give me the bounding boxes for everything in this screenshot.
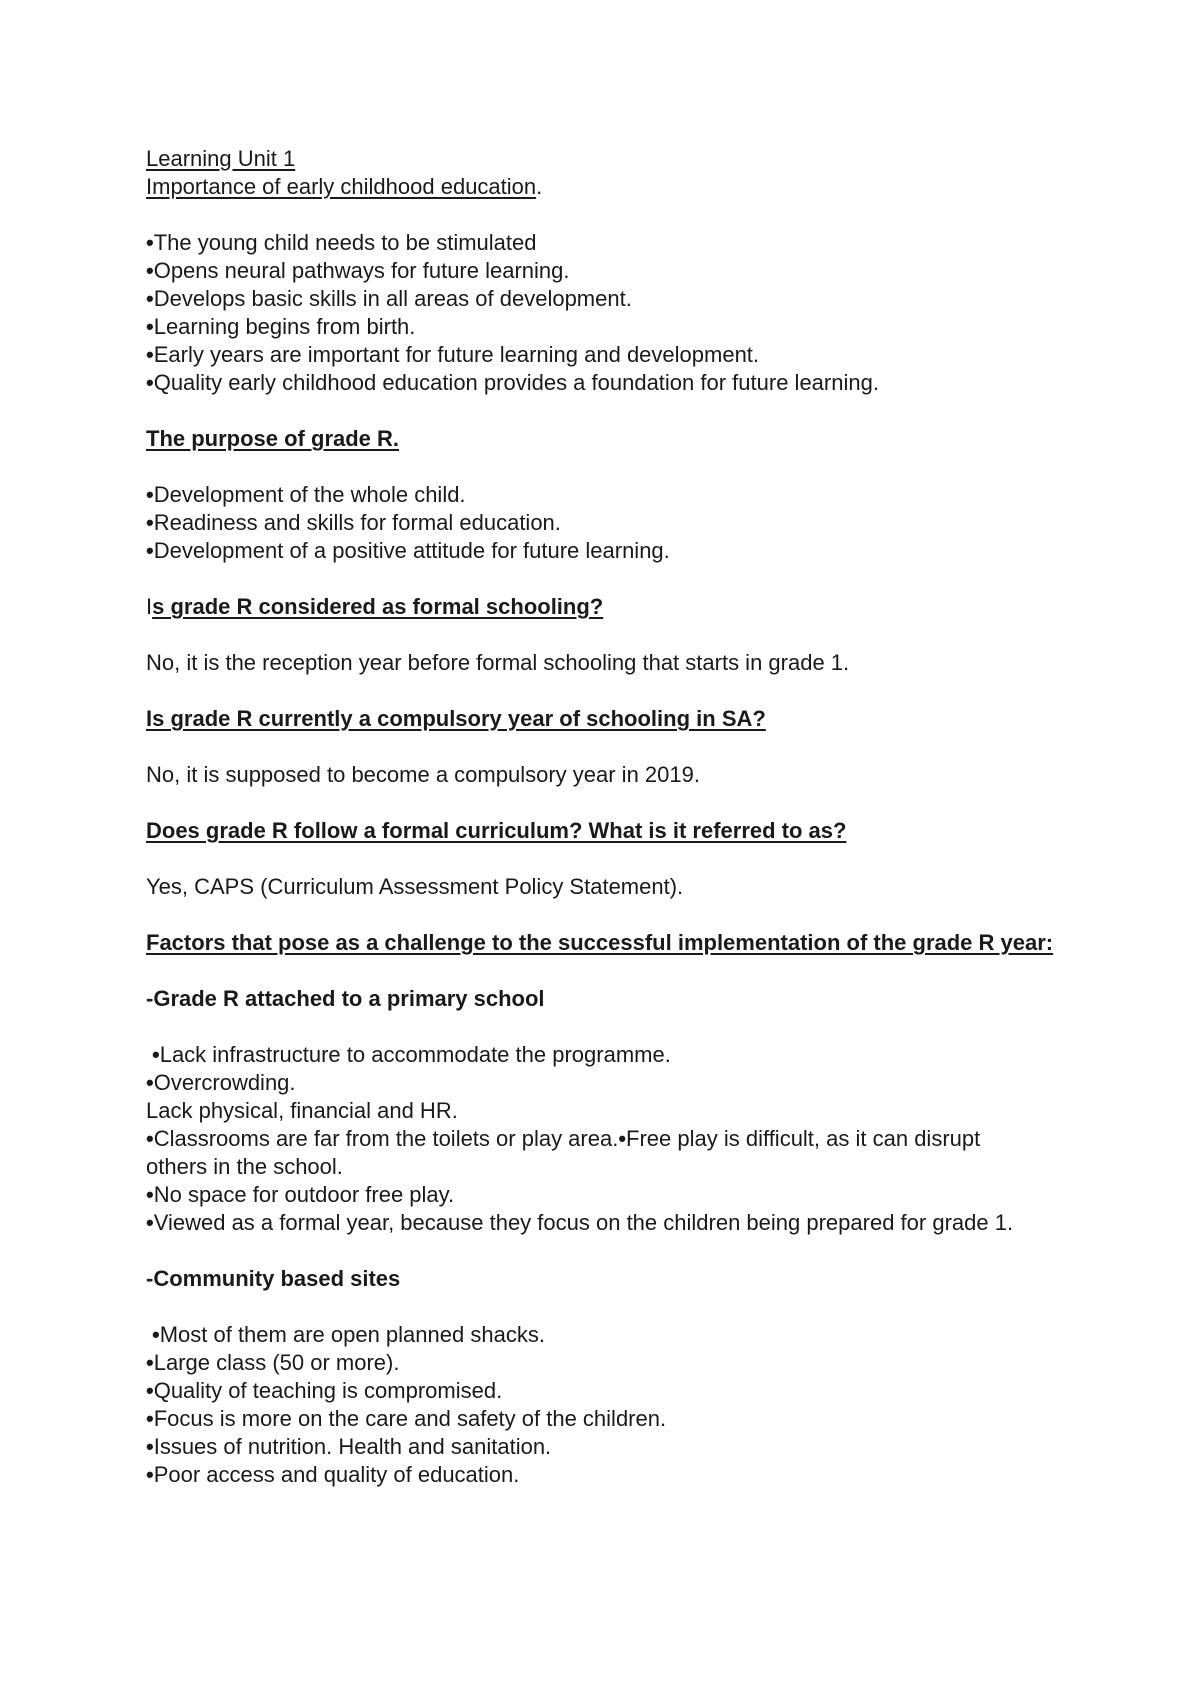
primary-bullet: • Overcrowding.: [146, 1069, 1076, 1097]
primary-plain-line: Lack physical, financial and HR.: [146, 1098, 458, 1123]
purpose-bullet: • Development of the whole child.: [146, 481, 1076, 509]
community-bullet: • Poor access and quality of education.: [146, 1461, 1076, 1489]
q1-heading-line: [146, 593, 1076, 621]
q1-answer: No, it is the reception year before formal schooling that starts in grade 1.: [146, 650, 850, 675]
community-bullet: • Quality of teaching is compromised.: [146, 1377, 1076, 1405]
q3-answer: Yes, CAPS (Curriculum Assessment Policy Statement).: [146, 874, 684, 899]
purpose-bullet: • Development of a positive attitude for future learning.: [146, 537, 1076, 565]
importance-heading-tail: .: [536, 174, 543, 199]
factors-heading: Factors that pose as a challenge to the successful implementation of the grade R year:: [146, 930, 1054, 955]
importance-bullet: • Learning begins from birth.: [146, 313, 1076, 341]
community-bullet: • Issues of nutrition. Health and sanitation.: [146, 1433, 1076, 1461]
purpose-heading: The purpose of grade R.: [146, 426, 400, 451]
importance-heading-line: [146, 173, 1076, 201]
document-page: [146, 145, 1076, 1489]
importance-bullet: • Opens neural pathways for future learning.: [146, 257, 1076, 285]
primary-combined-bullet: [146, 1125, 1026, 1181]
q1-heading-lead: I: [146, 594, 153, 619]
purpose-bullet: • Readiness and skills for formal education.: [146, 509, 1076, 537]
community-bullet: • Focus is more on the care and safety of the children.: [146, 1405, 1076, 1433]
importance-bullet: • Quality early childhood education provides a foundation for future learning.: [146, 369, 1076, 397]
q1-heading: s grade R considered as formal schooling?: [152, 594, 604, 619]
q2-answer: No, it is supposed to become a compulsory year in 2019.: [146, 762, 700, 787]
q2-heading: Is grade R currently a compulsory year of schooling in SA?: [146, 706, 766, 731]
importance-bullet: • Develops basic skills in all areas of development.: [146, 285, 1076, 313]
primary-bullet: • Lack infrastructure to accommodate the programme.: [146, 1041, 1076, 1069]
primary-bullet-a: • Classrooms are far from the toilets or play area.: [146, 1126, 618, 1151]
importance-bullet: • The young child needs to be stimulated: [146, 229, 1076, 257]
primary-bullet: • No space for outdoor free play.: [146, 1181, 1076, 1209]
q3-heading: Does grade R follow a formal curriculum? What is it referred to as?: [146, 818, 847, 843]
community-bullet: • Large class (50 or more).: [146, 1349, 1076, 1377]
importance-heading: Importance of early childhood education: [146, 174, 537, 199]
primary-subheading: -Grade R attached to a primary school: [146, 986, 545, 1011]
community-bullet: • Most of them are open planned shacks.: [146, 1321, 1076, 1349]
primary-bullet: • Viewed as a formal year, because they focus on the children being prepared for grade 1.: [146, 1209, 1026, 1237]
importance-bullet: • Early years are important for future learning and development.: [146, 341, 1076, 369]
unit-title: Learning Unit 1: [146, 146, 296, 171]
primary-bullet-b: • Free play is difficult, as it can disrupt others in the school.: [146, 1126, 980, 1179]
community-subheading: -Community based sites: [146, 1266, 401, 1291]
